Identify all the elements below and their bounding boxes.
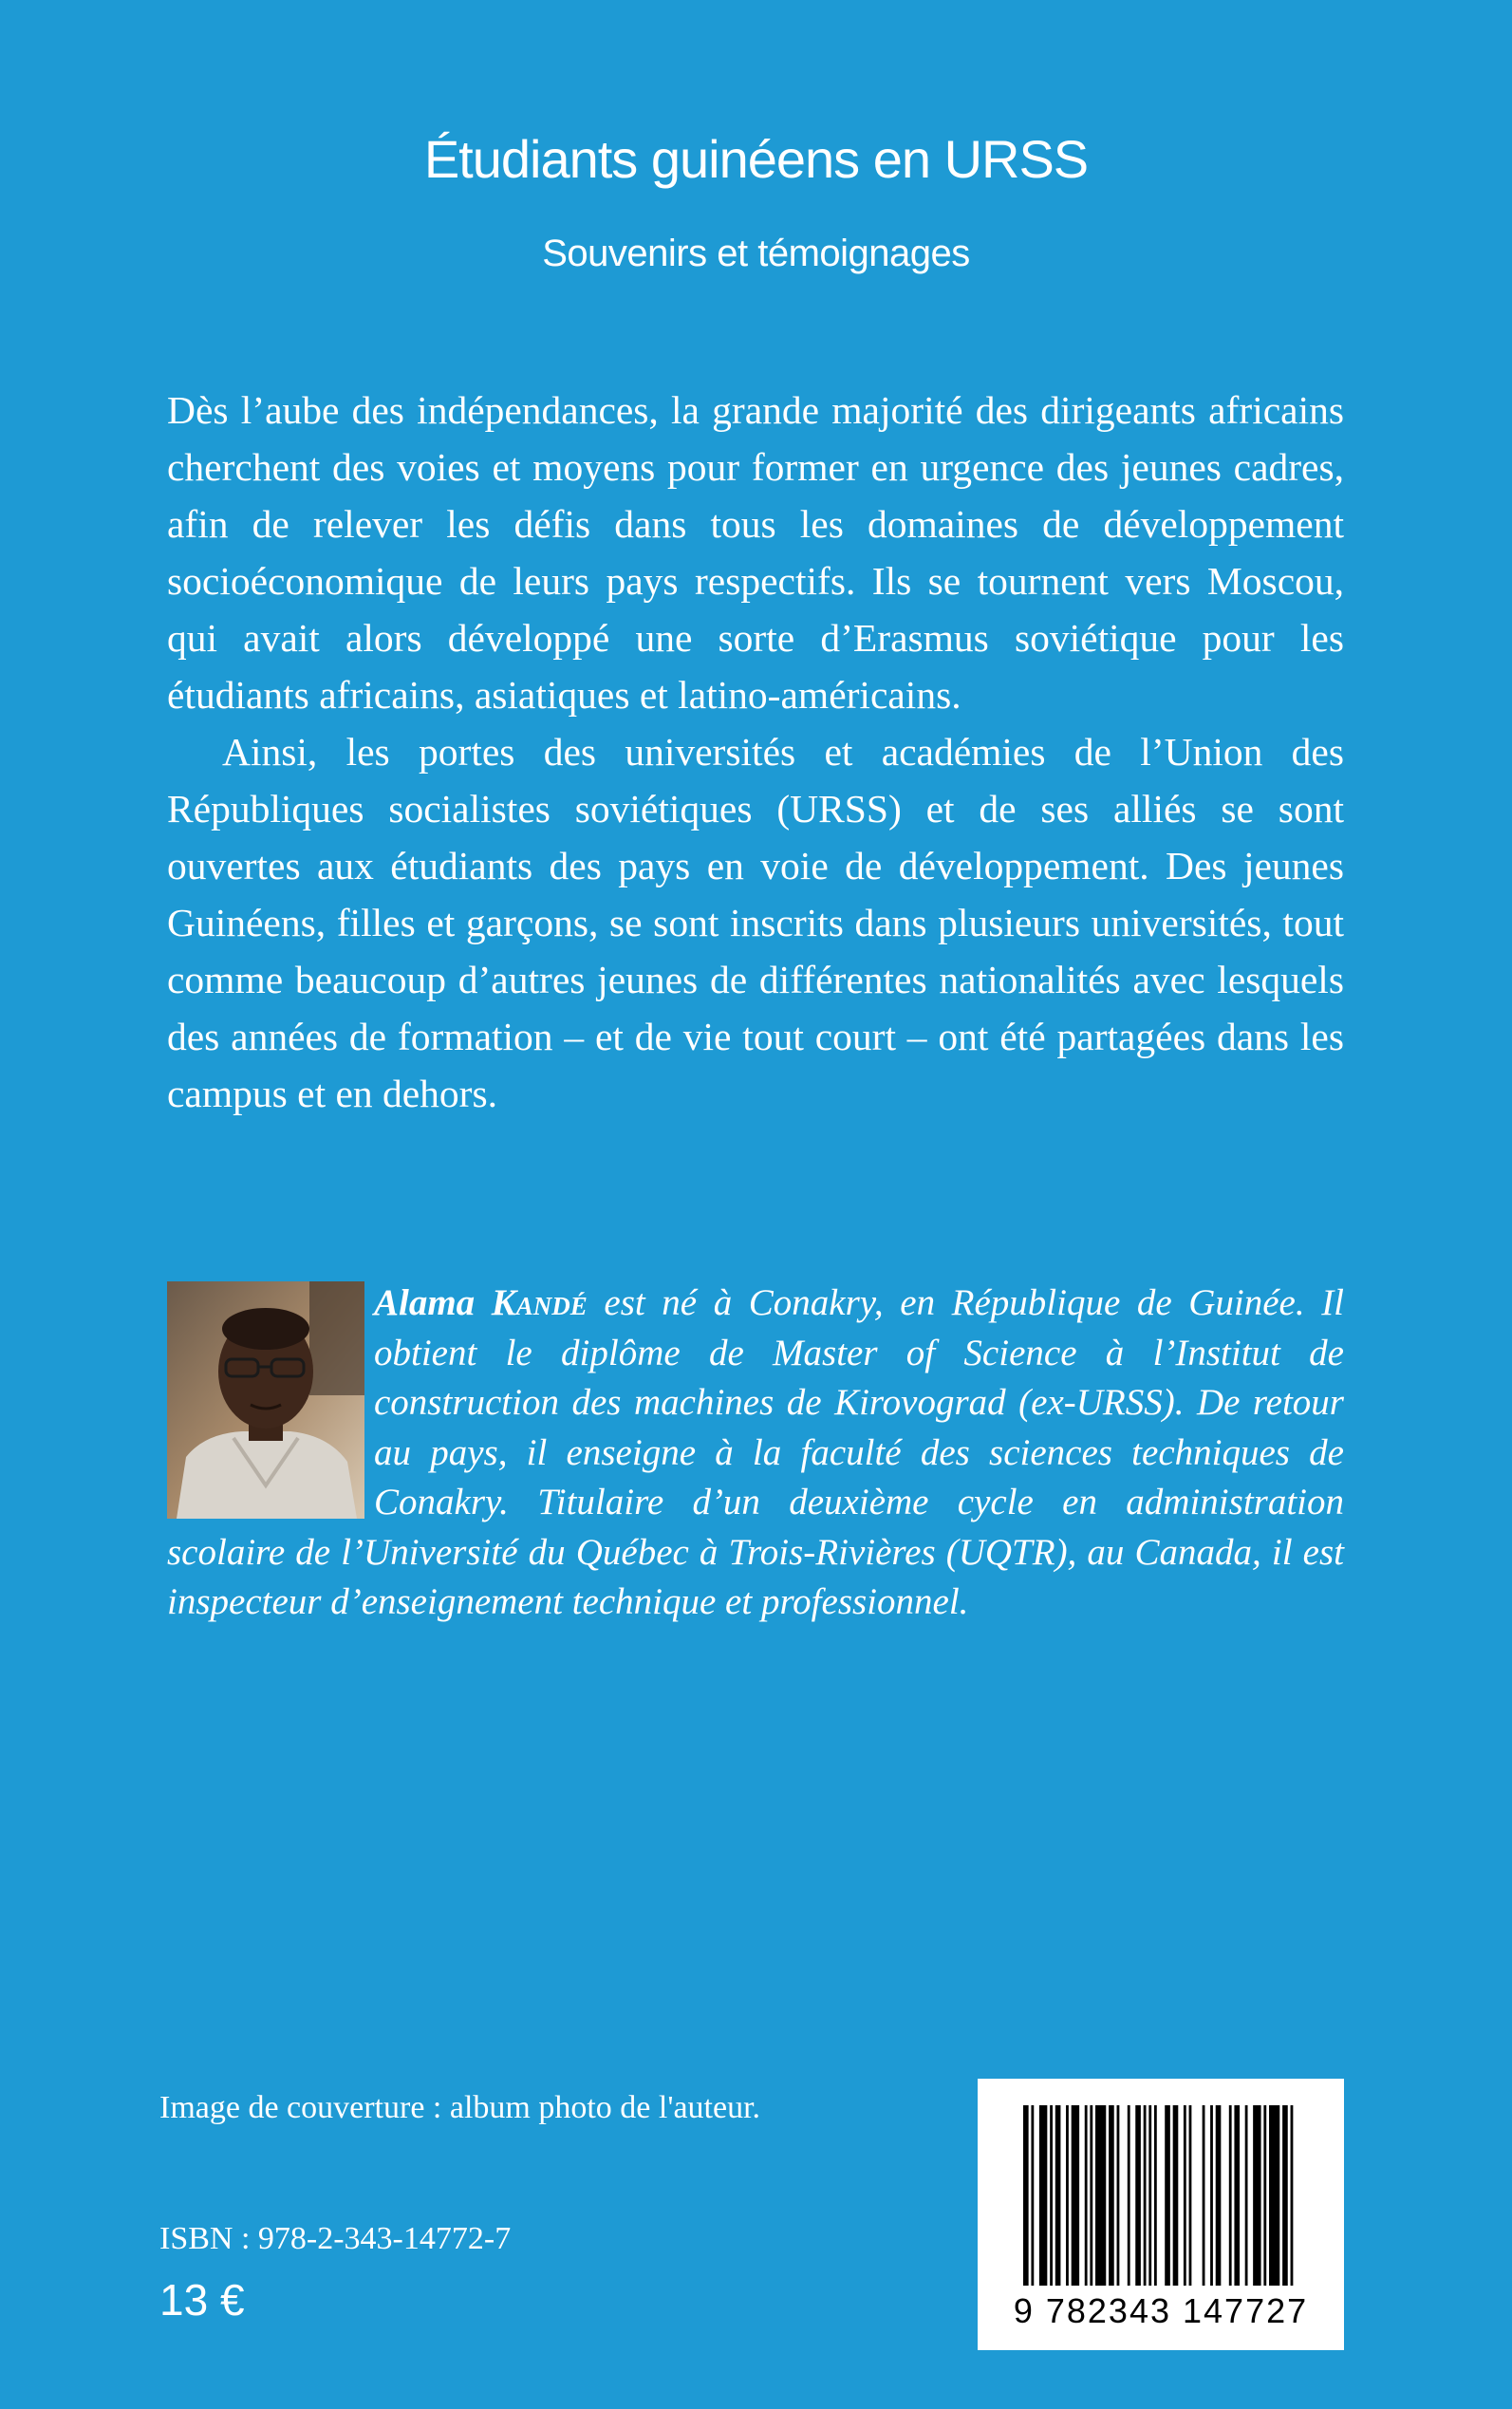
barcode-bar [1031, 2105, 1034, 2286]
barcode-bar [1245, 2105, 1248, 2286]
book-subtitle: Souvenirs et témoignages [542, 233, 970, 274]
barcode-bar [1263, 2105, 1266, 2286]
barcode-bar [1117, 2105, 1120, 2286]
barcode-bar [1050, 2105, 1053, 2286]
barcode-bar [1095, 2105, 1106, 2286]
barcode-bar [1144, 2105, 1147, 2286]
barcode-bar [1154, 2105, 1157, 2286]
barcode-bar [1229, 2105, 1232, 2286]
blurb-paragraph-1: Dès l’aube des indépendances, la grande majorité des dirigeants africains cherchent des voies et moyens pour former en urgence des jeunes cadres, afin de relever les défis dans tous les domaines de développement socioéconomique de leurs pays respectifs. Ils se tournent vers Moscou, qui avait alors développé une sorte d’Erasmus soviétique pour les étudiants africains, asiatiques et latino-américains. [167, 388, 1344, 717]
barcode-digits: 9 782343 147727 [1013, 2291, 1309, 2330]
price: 13 € [159, 2275, 245, 2325]
barcode-bar [1023, 2105, 1029, 2286]
barcode-bar [1189, 2105, 1192, 2286]
book-title: Étudiants guinéens en URSS [423, 129, 1089, 189]
barcode-bar [1203, 2105, 1205, 2286]
barcode-bar [1165, 2105, 1170, 2286]
barcode-bar [1085, 2105, 1088, 2286]
cover-image-credit: Image de couverture : album photo de l'auteur. [159, 2090, 761, 2125]
barcode-bar [1055, 2105, 1061, 2286]
barcode [978, 2079, 1344, 2350]
barcode-bar [1090, 2105, 1092, 2286]
barcode-bar [1216, 2105, 1222, 2286]
barcode-bar [1148, 2105, 1151, 2286]
back-cover-blurb [167, 382, 1344, 1122]
barcode-bar [1128, 2105, 1130, 2286]
barcode-bar [1282, 2105, 1288, 2286]
barcode-bar [1173, 2105, 1179, 2286]
barcode-bar [1184, 2105, 1186, 2286]
author-last-name: Kandé [491, 1282, 588, 1323]
barcode-bar [1109, 2105, 1114, 2286]
author-bio [167, 1279, 1344, 1628]
barcode-bar [1072, 2105, 1079, 2286]
barcode-bar [1210, 2105, 1213, 2286]
barcode-bar [1135, 2105, 1141, 2286]
author-bio-text: est né à Conakry, en République de Guinée. Il obtient le diplôme de Master of Science à l’Institut de construction des machines de Kirovograd (ex-URSS). De retour au pays, il enseigne à la faculté des sciences techniques de Conakry. Titulaire d’un deuxième cycle en administration scolaire de l’Université du Québec à Trois-Rivières (UQTR), au Canada, il est inspecteur d’enseignement technique et professionnel. [167, 1282, 1345, 1622]
author-first-name: Alama [374, 1282, 476, 1323]
barcode-bar [1253, 2105, 1260, 2286]
barcode-bars [978, 2079, 1344, 2292]
blurb-paragraph-2: Ainsi, les portes des universités et académies de l’Union des Républiques socialistes soviétiques (URSS) et de ses alliés se sont ouvertes aux étudiants des pays en voie de développement. Des jeunes Guinéens, filles et garçons, se sont inscrits dans plusieurs universités, tout comme beaucoup d’autres jeunes de différentes nationalités avec lesquels des années de formation – et de vie tout court – ont été partagées dans les campus et en dehors. [167, 730, 1344, 1115]
isbn: ISBN : 978-2-343-14772-7 [159, 2221, 512, 2256]
barcode-bar [1066, 2105, 1069, 2286]
barcode-bar [1291, 2105, 1294, 2286]
barcode-bar [1234, 2105, 1240, 2286]
barcode-bar [1269, 2105, 1279, 2286]
barcode-bar [1039, 2105, 1047, 2286]
